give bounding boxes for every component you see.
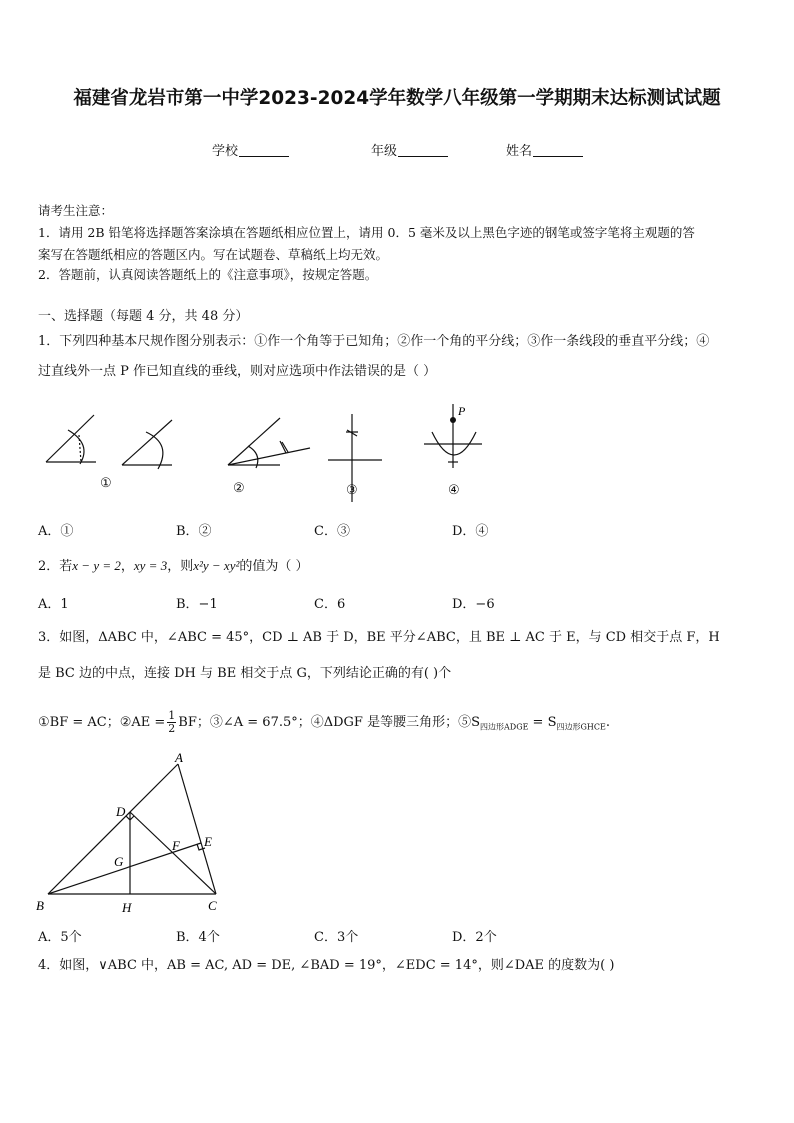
name-label: 姓名: [506, 144, 533, 159]
notice-item1-line1: 1．请用 2B 铅笔将选择题答案涂填在答题纸相应位置上，请用 0．5 毫米及以上黑色字迹的钢笔或签字笔将主观题的答: [38, 225, 695, 240]
q3-label-f: F: [172, 838, 180, 853]
q1-fig-label-2: ②: [233, 481, 245, 496]
school-blank[interactable]: [239, 144, 289, 157]
q3-triangle-figure: [30, 752, 240, 920]
q1-fig-label-4: ④: [448, 483, 460, 498]
q2-stem: [38, 556, 762, 577]
q3-line1: 3．如图，ΔABC 中，∠ABC = 45°，CD ⊥ AB 于 D，BE 平分∠ABC，且 BE ⊥ AC 于 E，与 CD 相交于点 F，H: [38, 630, 720, 645]
q3-option-a[interactable]: A．5个: [38, 930, 82, 945]
q3-sub1: 四边形ADGE: [480, 722, 529, 732]
q2-expr: x²y − xy²: [193, 558, 240, 573]
q3-label-c: C: [208, 898, 217, 913]
q3-line2: 是 BC 边的中点，连接 DH 与 BE 相交于点 G，下列结论正确的有( )个: [38, 666, 452, 681]
q3-sub2: 四边形GHCE: [556, 722, 606, 732]
q2-option-a[interactable]: A．1: [38, 597, 69, 612]
q2-option-b[interactable]: B．−1: [176, 597, 218, 612]
q1-option-a[interactable]: A．①: [38, 524, 74, 539]
q2-option-d[interactable]: D．−6: [452, 597, 495, 612]
q3-label-g: G: [114, 854, 124, 869]
notice-item2: 2．答题前，认真阅读答题纸上的《注意事项》，按规定答题。: [38, 267, 378, 282]
q2-option-c[interactable]: C．6: [314, 597, 346, 612]
notice-heading: 请考生注意：: [38, 203, 114, 218]
q3-label-h: H: [122, 900, 132, 915]
q3-line3-a: ①BF = AC；②AE =: [38, 715, 166, 730]
name-field[interactable]: [506, 140, 583, 159]
q3-label-e: E: [204, 834, 212, 849]
q2-prefix: 2．若: [38, 559, 73, 574]
grade-blank[interactable]: [398, 144, 448, 157]
q2-suffix: 的值为（ ）: [239, 559, 309, 574]
school-field[interactable]: [212, 140, 289, 159]
q3-option-d[interactable]: D．2个: [452, 930, 497, 945]
q2-cond1: x − y = 2: [72, 558, 121, 573]
q2-mid: ，则: [167, 559, 194, 574]
q1-line2: 过直线外一点 P 作已知直线的垂线，则对应选项中作法错误的是（ ）: [38, 364, 437, 379]
q3-line3: [38, 710, 762, 738]
q4-line1: 4．如图，∨ABC 中，AB = AC, AD = DE, ∠BAD = 19°，∠EDC = 14°，则∠DAE 的度数为( ): [38, 958, 615, 973]
q3-option-b[interactable]: B．4个: [176, 930, 220, 945]
q2-sep: ，: [120, 559, 134, 574]
q3-label-b: B: [36, 898, 44, 913]
q3-label-d: D: [116, 804, 126, 819]
q3-frac-num: 1: [168, 709, 176, 722]
q1-fig-label-1: ①: [100, 476, 112, 491]
name-blank[interactable]: [533, 144, 583, 157]
q3-label-a: A: [175, 752, 183, 765]
page-title: 福建省龙岩市第一中学2023-2024学年数学八年级第一学期期末达标测试试题: [73, 88, 721, 109]
q1-fig-label-3: ③: [346, 483, 358, 498]
q1-point-p-label: P: [458, 404, 466, 418]
q1-option-b[interactable]: B．②: [176, 524, 212, 539]
q3-line3-end: .: [605, 715, 610, 730]
grade-field[interactable]: [371, 140, 448, 159]
notice-item1-line2: 案写在答题纸相应的答题区内。写在试题卷、草稿纸上均无效。: [38, 247, 389, 262]
q3-fraction: [167, 710, 176, 735]
grade-label: 年级: [371, 144, 398, 159]
q1-line1: 1．下列四种基本尺规作图分别表示：①作一个角等于已知角；②作一个角的平分线；③作一条线段的垂直平分线；④: [38, 334, 710, 349]
q1-option-c[interactable]: C．③: [314, 524, 350, 539]
q3-line3-b: BF；③∠A = 67.5°；④ΔDGF 是等腰三角形；⑤S: [178, 715, 480, 730]
q1-option-d[interactable]: D．④: [452, 524, 489, 539]
q3-option-c[interactable]: C．3个: [314, 930, 359, 945]
section-heading: 一、选择题（每题 4 分，共 48 分）: [38, 309, 249, 324]
q3-frac-den: 2: [168, 722, 176, 735]
q2-cond2: xy = 3: [133, 558, 168, 573]
q3-eq: = S: [528, 715, 557, 730]
school-label: 学校: [212, 144, 239, 159]
